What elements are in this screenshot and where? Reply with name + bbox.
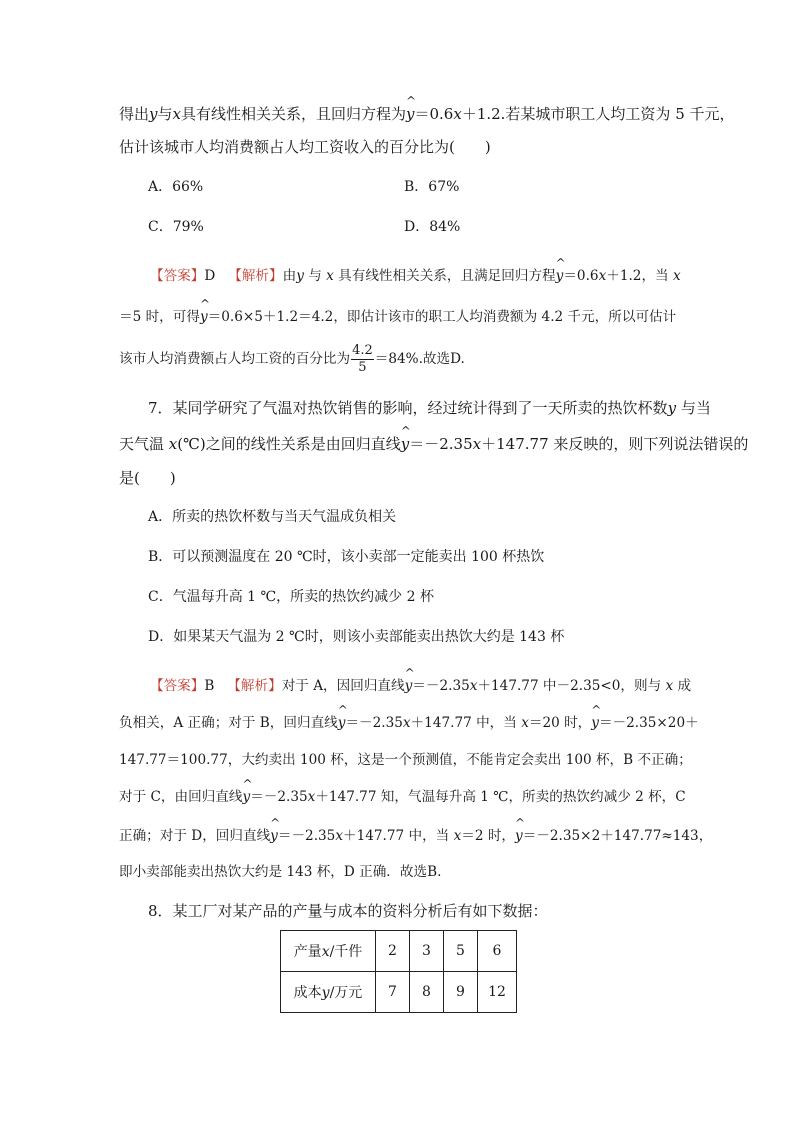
var-x: x (469, 678, 478, 694)
fraction-denominator: 5 (358, 360, 367, 375)
text: 负相关，A 正确；对于 B，回归直线 (119, 715, 338, 731)
y-hat: ^ y (406, 104, 414, 124)
table-cell: 8 (410, 972, 444, 1013)
text: 正确；对于 D，回归直线 (119, 828, 271, 844)
y-hat: ^ y (591, 713, 599, 733)
text: 具有线性相关关系，且回归方程为 (180, 105, 406, 123)
var-x: x (402, 715, 411, 731)
q8-stem: 8．某工厂对某产品的产量与成本的资料分析后有如下数据： (148, 902, 548, 920)
text: 与当 (680, 399, 711, 417)
text: ＋1.2.若某城市职工人均工资为 5 千元， (461, 105, 735, 123)
text: 该市人均消费额占人均工资的百分比为 (119, 351, 351, 367)
fraction (351, 343, 374, 376)
var-x: x (665, 678, 674, 694)
q6-option-c: C．79% (148, 219, 204, 235)
text: ＝0.6 (563, 268, 599, 284)
var-x: x (598, 268, 607, 284)
var-x: x (168, 435, 178, 453)
text: 对于 C，由回归直线 (119, 789, 243, 805)
var-y: y (321, 985, 330, 1001)
var-x: x (672, 268, 681, 284)
answer7-line-4 (119, 787, 686, 807)
text: ＝2 时， (461, 828, 516, 844)
answer-tag: 【答案】 (150, 678, 205, 694)
answer-tag: 【答案】 (150, 268, 205, 284)
table-cell: 6 (478, 931, 517, 972)
text: ＝－2.35×2＋147.77≈143， (522, 828, 713, 844)
q6-line-1 (119, 104, 735, 124)
text: 成 (677, 678, 692, 694)
text: /千件 (329, 944, 363, 960)
text: ＝－2.35 (277, 828, 336, 844)
answer6-line-3 (119, 342, 465, 376)
y-hat: ^ y (515, 826, 523, 846)
var-x: x (453, 828, 462, 844)
text: ＝－2.35 (250, 789, 308, 805)
text: ＝0.6×5＋1.2＝4.2，即估计该市的职工人均消费额为 4.2 千元，所以可估计 (207, 309, 677, 325)
q7-line-3: 是( ) (119, 469, 176, 487)
y-hat: ^ y (556, 266, 564, 286)
q7-option-c: C．气温每升高 1 ℃，所卖的热饮约减少 2 杯 (148, 589, 434, 605)
var-x: x (172, 105, 181, 123)
q6-option-a: A．66% (148, 179, 204, 195)
var-x: x (307, 789, 316, 805)
text: 成本 (293, 985, 322, 1001)
y-hat: ^ y (270, 826, 278, 846)
table-cell: 7 (376, 972, 410, 1013)
text: ＋147.77 中，当 (343, 828, 450, 844)
text: ＝－2.35 (409, 435, 473, 453)
var-y: y (296, 268, 304, 284)
text: ＝－2.35 (412, 678, 470, 694)
fraction-numerator: 4.2 (352, 343, 373, 358)
text: 得出 (119, 105, 150, 123)
analysis-tag: 【解析】 (227, 678, 282, 694)
table-cell: 12 (478, 972, 517, 1013)
q6-line-2: 估计该城市人均消费额占人均工资收入的百分比为( ) (119, 138, 491, 156)
text: ＋147.77 中－2.35<0，则与 (477, 678, 662, 694)
var-x: x (321, 944, 330, 960)
y-hat: ^ y (401, 434, 409, 454)
answer6-line-1 (150, 266, 681, 286)
text: ＝5 时，可得 (119, 309, 200, 325)
y-hat: ^ y (338, 713, 346, 733)
q7-option-d: D．如果某天气温为 2 ℃时，则该小卖部能卖出热饮大约是 143 杯 (148, 629, 565, 645)
table-row (281, 931, 517, 972)
text: ＝0.6 (414, 105, 454, 123)
q7-line-2 (119, 434, 748, 454)
text: ＝－2.35×20＋ (598, 715, 699, 731)
q7-line-1 (148, 398, 711, 418)
q6-option-b: B．67% (404, 179, 460, 195)
analysis-tag: 【解析】 (228, 268, 283, 284)
var-x: x (335, 828, 343, 844)
table-row (281, 972, 517, 1013)
answer7-line-1 (150, 676, 691, 696)
answer7-line-6: 即小卖部能卖出热饮大约是 143 杯，D 正确．故选B. (119, 864, 442, 880)
text: 产量 (293, 944, 322, 960)
text: ＋147.77 来反映的，则下列说法错误的 (481, 435, 749, 453)
table-header-cell (281, 931, 376, 972)
var-x: x (326, 268, 334, 284)
text: ＝20 时， (528, 715, 592, 731)
text: ＋147.77 中，当 (410, 715, 517, 731)
var-x: x (453, 105, 462, 123)
answer7-line-3: 147.77＝100.77，大约卖出 100 杯，这是一个预测值，不能肯定会卖出 100 杯，B 不正确； (119, 752, 692, 768)
table-cell: 3 (410, 931, 444, 972)
production-cost-table (280, 930, 517, 1013)
text: ＝－2.35 (345, 715, 403, 731)
y-hat: ^ y (405, 676, 413, 696)
answer-value: B (204, 678, 215, 694)
text: 与 (308, 268, 322, 284)
table-cell: 9 (444, 972, 478, 1013)
text: 天气温 (119, 435, 165, 453)
y-hat: ^ y (242, 787, 250, 807)
var-y: y (667, 399, 677, 417)
text: ＝84%.故选D. (374, 351, 465, 367)
text: (℃)之间的线性关系是由回归直线 (177, 435, 401, 453)
y-hat: ^ y (200, 307, 208, 327)
var-x: x (472, 435, 482, 453)
q7-option-a: A．所卖的热饮杯数与当天气温成负相关 (148, 509, 397, 525)
text: 对于 A，因回归直线 (281, 678, 405, 694)
var-x: x (521, 715, 529, 731)
text: ＋1.2，当 (606, 268, 669, 284)
table-header-cell (281, 972, 376, 1013)
answer7-line-5 (119, 826, 712, 846)
q7-option-b: B．可以预测温度在 20 ℃时，该小卖部一定能卖出 100 杯热饮 (148, 549, 545, 565)
text: 7．某同学研究了气温对热饮销售的影响，经过统计得到了一天所卖的热饮杯数 (148, 399, 668, 417)
table-cell: 5 (444, 931, 478, 972)
text: ＋147.77 知，气温每升高 1 ℃，所卖的热饮约减少 2 杯，C (315, 789, 686, 805)
answer7-line-2 (119, 713, 699, 733)
text: 由 (282, 268, 297, 284)
answer-value: D (204, 268, 216, 284)
text: 与 (157, 105, 173, 123)
text: /万元 (329, 985, 363, 1001)
text: 具有线性相关关系，且满足回归方程 (338, 268, 556, 284)
table-cell: 2 (376, 931, 410, 972)
q6-option-d: D．84% (404, 219, 461, 235)
answer6-line-2 (119, 307, 676, 327)
var-y: y (149, 105, 158, 123)
